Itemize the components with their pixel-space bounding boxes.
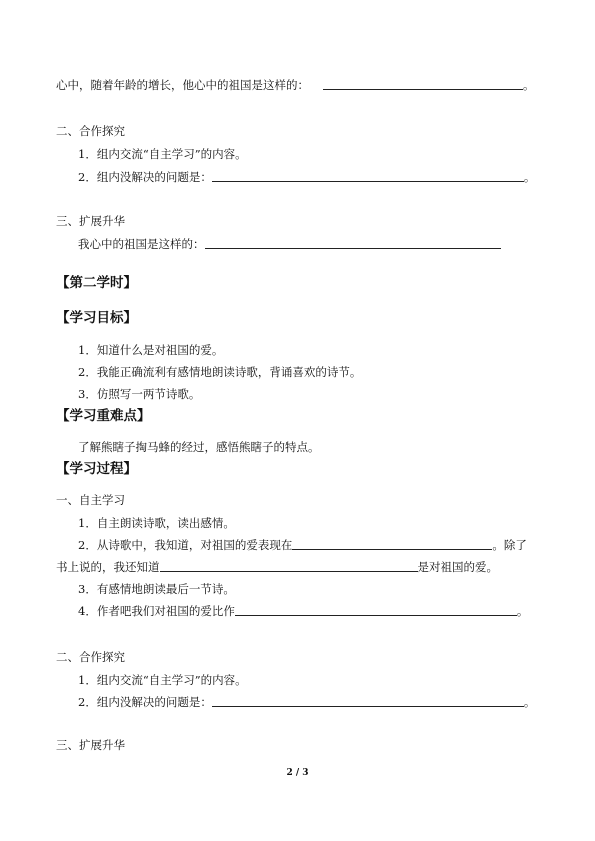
process-heading: 【学习过程】	[56, 461, 137, 477]
answer-blank[interactable]	[205, 238, 501, 249]
line-motherland-age: 心中，随着年龄的增长，他心中的祖国是这样的： 。	[56, 78, 535, 92]
key-points-text: 了解熊瞎子掏马蜂的经过，感悟熊瞎子的特点。	[78, 440, 320, 454]
section-title-self-study: 一、自主学习	[56, 493, 125, 507]
answer-blank[interactable]	[292, 539, 492, 550]
cooperate-item-2: 2．组内没解决的问题是： 。	[78, 170, 536, 184]
section-title-cooperate: 二、合作探究	[56, 124, 125, 138]
goal-item: 2．我能正确流利有感情地朗读诗歌，背诵喜欢的诗节。	[78, 365, 362, 379]
self-study-item-4: 4．作者吧我们对祖国的爱比作 。	[78, 604, 529, 618]
extend-line: 我心中的祖国是这样的：	[78, 237, 501, 251]
cooperate2-item-2: 2．组内没解决的问题是： 。	[78, 695, 536, 709]
section-title-cooperate-2: 二、合作探究	[56, 650, 125, 664]
answer-blank[interactable]	[212, 171, 524, 182]
key-points-heading: 【学习重难点】	[56, 408, 151, 424]
answer-blank[interactable]	[160, 561, 418, 572]
answer-blank[interactable]	[235, 605, 517, 616]
goals-heading: 【学习目标】	[56, 310, 137, 326]
answer-blank[interactable]	[323, 79, 523, 90]
section-title-extend: 三、扩展升华	[56, 214, 125, 228]
goal-item: 1．知道什么是对祖国的爱。	[78, 343, 224, 357]
cooperate2-item-1: 1．组内交流“自主学习”的内容。	[78, 673, 247, 687]
goal-item: 3．仿照写一两节诗歌。	[78, 387, 201, 401]
cooperate-item-1: 1．组内交流“自主学习”的内容。	[78, 147, 247, 161]
answer-blank[interactable]	[212, 696, 524, 707]
section-title-extend-2: 三、扩展升华	[56, 738, 125, 752]
page-number: 2 / 3	[286, 768, 309, 778]
self-study-item-2: 2．从诗歌中，我知道，对祖国的爱表现在 。除了	[78, 538, 527, 552]
self-study-item-3: 3．有感情地朗读最后一节诗。	[78, 582, 235, 596]
lesson-heading: 【第二学时】	[56, 275, 137, 291]
self-study-item-1: 1．自主朗读诗歌，读出感情。	[78, 516, 235, 530]
self-study-item-2-cont: 书上说的，我还知道 是对祖国的爱。	[56, 560, 498, 574]
